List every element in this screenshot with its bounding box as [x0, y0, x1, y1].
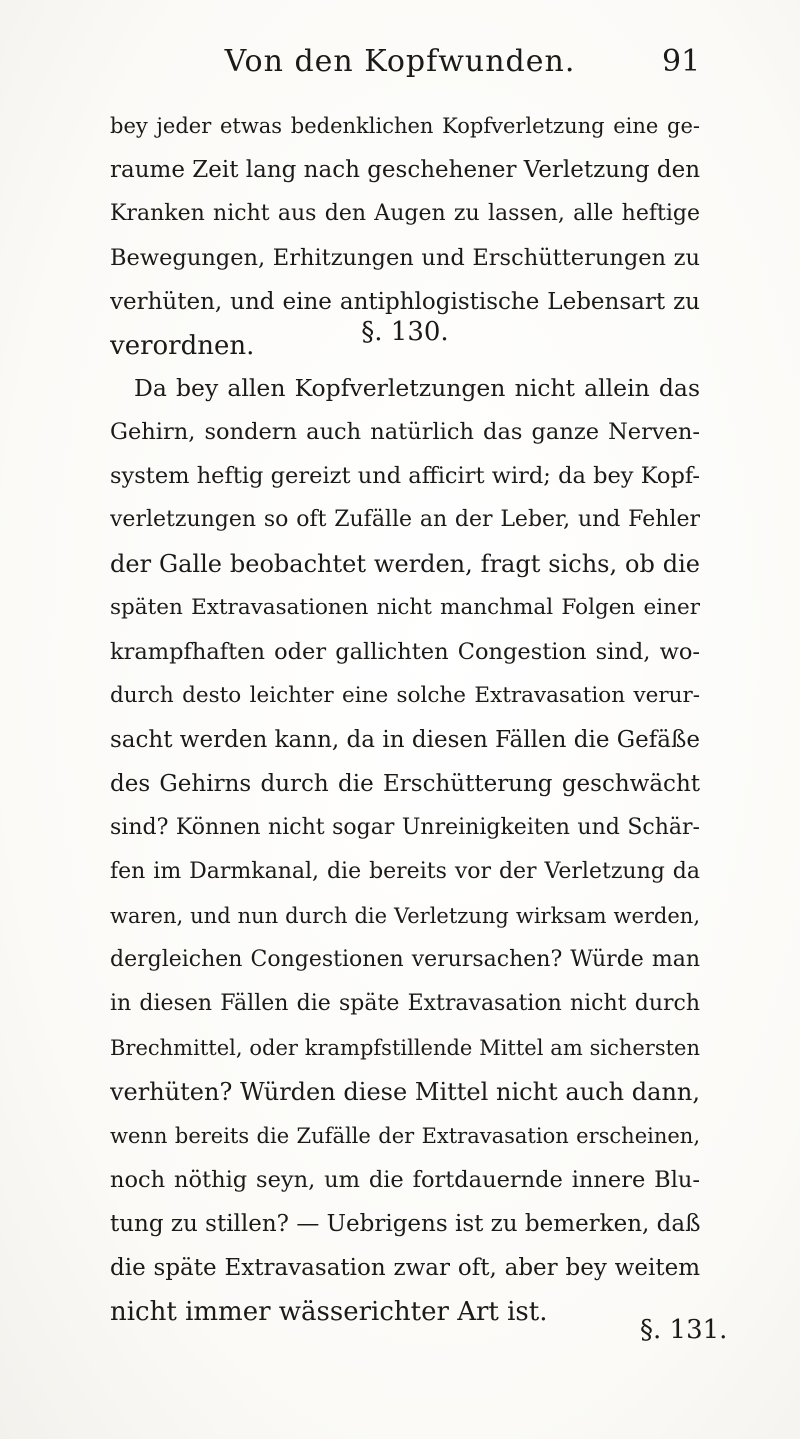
text-line: späten Extravasationen nicht manchmal Folgen einer [110, 595, 700, 620]
text-line: durch desto leichter eine solche Extravasation verur- [110, 683, 700, 708]
text-line: verordnen. [110, 331, 255, 361]
text-line: fen im Darmkanal, die bereits vor der Verletzung da [110, 859, 700, 884]
running-head [0, 44, 800, 84]
text-line: Kranken nicht aus den Augen zu lassen, alle heftige [110, 201, 700, 226]
text-line: tung zu stillen? — Uebrigens ist zu bemerken, daß [110, 1211, 700, 1237]
text-line: raume Zeit lang nach geschehener Verletzung den [110, 157, 700, 183]
text-line: verletzungen so oft Zufälle an der Leber, und Fehler [110, 507, 700, 532]
text-line: system heftig gereizt und afficirt wird; da bey Kopf- [110, 463, 700, 489]
text-line: Gehirn, sondern auch natürlich das ganze Nerven- [110, 419, 700, 445]
text-line: noch nöthig seyn, um die fortdauernde innere Blu- [110, 1167, 700, 1193]
text-line: verhüten, und eine antiphlogistische Lebensart zu [110, 289, 700, 315]
text-line: bey jeder etwas bedenklichen Kopfverletzung eine ge- [110, 114, 700, 138]
text-line: der Galle beobachtet werden, fragt sichs, ob die [110, 550, 700, 578]
text-line: dergleichen Congestionen verursachen? Würde man [110, 947, 700, 972]
text-line: Brechmittel, oder krampfstillende Mittel am sichersten [110, 1036, 700, 1060]
text-line: des Gehirns durch die Erschütterung geschwächt [110, 771, 700, 797]
text-line: sind? Können nicht sogar Unreinigkeiten und Schär- [110, 815, 700, 840]
text-line: die späte Extravasation zwar oft, aber bey weitem [110, 1255, 700, 1281]
catchword: §. 131. [640, 1315, 728, 1345]
paragraph-section-130 [110, 366, 700, 1334]
text-line: Bewegungen, Erhitzungen und Erschütterungen zu [110, 245, 700, 271]
text-line: verhüten? Würden diese Mittel nicht auch dann, [110, 1078, 700, 1106]
text-line: Da bey allen Kopfverletzungen nicht allein das [134, 374, 700, 402]
text-line: nicht immer wässerichter Art ist. [110, 1297, 548, 1327]
text-line: waren, und nun durch die Verletzung wirksam werden, [110, 904, 700, 928]
running-title: Von den Kopfwunden. [224, 44, 576, 79]
text-line: krampfhaften oder gallichten Congestion sind, wo- [110, 639, 700, 665]
text-line: wenn bereits die Zufälle der Extravasation erscheinen, [110, 1124, 700, 1148]
text-line: in diesen Fällen die späte Extravasation nicht durch [110, 991, 700, 1016]
text-line: sacht werden kann, da in diesen Fällen die Gefäße [110, 727, 700, 753]
page-number: 91 [662, 44, 701, 79]
section-heading: §. 130. [361, 317, 449, 347]
